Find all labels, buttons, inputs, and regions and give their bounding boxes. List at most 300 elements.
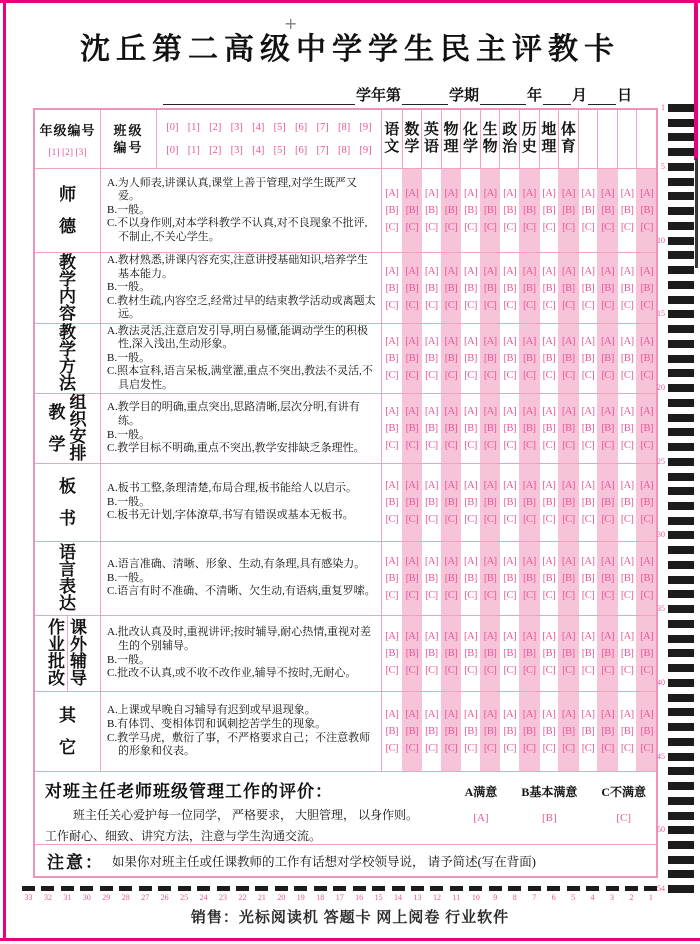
answer-bubble[interactable]: [B] bbox=[620, 497, 634, 508]
answer-bubble[interactable]: [A] bbox=[561, 265, 575, 277]
answer-bubble[interactable]: [A] bbox=[581, 406, 595, 417]
answer-bubble[interactable]: [C] bbox=[601, 665, 614, 676]
answer-bubble[interactable]: [A] bbox=[385, 631, 399, 642]
answer-bubble[interactable]: [B] bbox=[464, 726, 477, 737]
answer-bubble[interactable]: [C] bbox=[523, 222, 536, 233]
answer-bubble[interactable]: [B] bbox=[640, 573, 653, 584]
answer-bubble[interactable]: [C] bbox=[444, 370, 458, 381]
answer-bubble[interactable]: [B] bbox=[425, 648, 438, 659]
answer-bubble[interactable]: [B] bbox=[483, 726, 497, 737]
answer-bubble[interactable]: [C] bbox=[405, 440, 419, 451]
digit-bubble[interactable]: [7] bbox=[316, 122, 329, 133]
answer-bubble[interactable]: [B] bbox=[581, 205, 595, 216]
answer-bubble[interactable]: [A] bbox=[473, 812, 489, 824]
answer-bubble[interactable]: [C] bbox=[385, 370, 399, 381]
answer-bubble[interactable]: [C] bbox=[444, 665, 458, 676]
answer-bubble[interactable]: [B] bbox=[523, 205, 536, 216]
answer-bubble[interactable]: [B] bbox=[640, 205, 653, 216]
answer-bubble[interactable]: [A] bbox=[620, 336, 634, 347]
answer-bubble[interactable]: [A] bbox=[522, 480, 536, 491]
answer-bubble[interactable]: [A] bbox=[405, 265, 419, 277]
answer-bubble[interactable]: [B] bbox=[503, 282, 516, 294]
answer-bubble[interactable]: [C] bbox=[581, 222, 595, 233]
digit-bubble[interactable]: [3] bbox=[230, 122, 243, 133]
answer-bubble[interactable]: [B] bbox=[581, 497, 595, 508]
answer-bubble[interactable]: [A] bbox=[640, 188, 654, 199]
answer-bubble[interactable]: [C] bbox=[425, 299, 438, 311]
answer-bubble[interactable]: [A] bbox=[561, 556, 575, 567]
answer-bubble[interactable]: [B] bbox=[464, 423, 477, 434]
answer-bubble[interactable]: [A] bbox=[581, 631, 595, 642]
answer-bubble[interactable]: [A] bbox=[405, 480, 419, 491]
answer-bubble[interactable]: [B] bbox=[483, 497, 497, 508]
answer-bubble[interactable]: [C] bbox=[640, 370, 653, 381]
answer-bubble[interactable]: [B] bbox=[385, 573, 399, 584]
answer-bubble[interactable]: [C] bbox=[464, 743, 477, 754]
answer-bubble[interactable]: [A] bbox=[464, 188, 478, 199]
answer-bubble[interactable]: [A] bbox=[601, 336, 615, 347]
answer-bubble[interactable]: [A] bbox=[601, 188, 615, 199]
answer-bubble[interactable]: [A] bbox=[444, 336, 458, 347]
answer-bubble[interactable]: [A] bbox=[542, 188, 556, 199]
answer-bubble[interactable]: [A] bbox=[581, 709, 595, 720]
answer-bubble[interactable]: [B] bbox=[601, 497, 614, 508]
answer-bubble[interactable]: [C] bbox=[503, 299, 516, 311]
answer-bubble[interactable]: [C] bbox=[562, 743, 575, 754]
answer-bubble[interactable]: [A] bbox=[542, 631, 556, 642]
answer-bubble[interactable]: [B] bbox=[503, 205, 516, 216]
answer-bubble[interactable]: [B] bbox=[601, 205, 614, 216]
answer-bubble[interactable]: [A] bbox=[405, 188, 419, 199]
answer-bubble[interactable]: [C] bbox=[503, 440, 516, 451]
answer-bubble[interactable]: [C] bbox=[601, 514, 614, 525]
answer-bubble[interactable]: [A] bbox=[542, 556, 556, 567]
answer-bubble[interactable]: [A] bbox=[601, 556, 615, 567]
answer-bubble[interactable]: [C] bbox=[464, 222, 477, 233]
answer-bubble[interactable]: [B] bbox=[464, 648, 477, 659]
answer-bubble[interactable]: [A] bbox=[385, 336, 399, 347]
answer-bubble[interactable]: [C] bbox=[444, 590, 458, 601]
answer-bubble[interactable]: [A] bbox=[483, 188, 497, 199]
answer-bubble[interactable]: [A] bbox=[483, 480, 497, 491]
answer-bubble[interactable]: [A] bbox=[581, 556, 595, 567]
answer-bubble[interactable]: [B] bbox=[405, 648, 419, 659]
answer-bubble[interactable]: [B] bbox=[444, 573, 458, 584]
answer-bubble[interactable]: [B] bbox=[444, 423, 458, 434]
answer-bubble[interactable]: [B] bbox=[542, 423, 556, 434]
answer-bubble[interactable]: [C] bbox=[601, 222, 614, 233]
answer-bubble[interactable]: [C] bbox=[542, 514, 556, 525]
answer-bubble[interactable]: [C] bbox=[581, 590, 595, 601]
answer-bubble[interactable]: [C] bbox=[523, 514, 536, 525]
answer-bubble[interactable]: [B] bbox=[405, 353, 419, 364]
answer-bubble[interactable]: [A] bbox=[640, 709, 654, 720]
answer-bubble[interactable]: [B] bbox=[523, 353, 536, 364]
answer-bubble[interactable]: [B] bbox=[562, 205, 575, 216]
answer-bubble[interactable]: [B] bbox=[483, 648, 497, 659]
answer-bubble[interactable]: [B] bbox=[620, 353, 634, 364]
answer-bubble[interactable]: [B] bbox=[425, 282, 438, 294]
answer-bubble[interactable]: [B] bbox=[640, 282, 653, 294]
answer-bubble[interactable]: [B] bbox=[542, 648, 556, 659]
answer-bubble[interactable]: [A] bbox=[444, 406, 458, 417]
answer-bubble[interactable]: [B] bbox=[620, 573, 634, 584]
answer-bubble[interactable]: [B] bbox=[523, 648, 536, 659]
answer-bubble[interactable]: [B] bbox=[542, 205, 556, 216]
answer-bubble[interactable]: [C] bbox=[616, 812, 631, 824]
answer-bubble[interactable]: [C] bbox=[562, 222, 575, 233]
answer-bubble[interactable]: [C] bbox=[620, 370, 634, 381]
answer-bubble[interactable]: [C] bbox=[640, 222, 653, 233]
answer-bubble[interactable]: [C] bbox=[640, 514, 653, 525]
digit-bubble[interactable]: [6] bbox=[295, 145, 308, 156]
digit-bubble[interactable]: [3] bbox=[230, 145, 243, 156]
answer-bubble[interactable]: [B] bbox=[581, 282, 595, 294]
answer-bubble[interactable]: [C] bbox=[405, 514, 419, 525]
answer-bubble[interactable]: [A] bbox=[601, 406, 615, 417]
answer-bubble[interactable]: [A] bbox=[464, 406, 478, 417]
answer-bubble[interactable]: [C] bbox=[581, 299, 595, 311]
answer-bubble[interactable]: [C] bbox=[405, 590, 419, 601]
answer-bubble[interactable]: [A] bbox=[640, 556, 654, 567]
answer-bubble[interactable]: [B] bbox=[405, 423, 419, 434]
answer-bubble[interactable]: [A] bbox=[561, 188, 575, 199]
answer-bubble[interactable]: [B] bbox=[640, 497, 653, 508]
answer-bubble[interactable]: [A] bbox=[464, 265, 478, 277]
answer-bubble[interactable]: [B] bbox=[503, 648, 516, 659]
date-blank[interactable] bbox=[543, 87, 571, 105]
answer-bubble[interactable]: [A] bbox=[483, 265, 497, 277]
answer-bubble[interactable]: [B] bbox=[581, 573, 595, 584]
answer-bubble[interactable]: [B] bbox=[385, 353, 399, 364]
digit-bubble[interactable]: [1] bbox=[187, 145, 200, 156]
answer-bubble[interactable]: [A] bbox=[581, 336, 595, 347]
answer-bubble[interactable]: [A] bbox=[483, 556, 497, 567]
answer-bubble[interactable]: [B] bbox=[385, 205, 399, 216]
answer-bubble[interactable]: [A] bbox=[503, 188, 517, 199]
answer-bubble[interactable]: [A] bbox=[542, 265, 556, 277]
answer-bubble[interactable]: [A] bbox=[424, 709, 438, 720]
answer-bubble[interactable]: [B] bbox=[444, 353, 458, 364]
answer-bubble[interactable]: [C] bbox=[640, 590, 653, 601]
answer-bubble[interactable]: [B] bbox=[523, 423, 536, 434]
answer-bubble[interactable]: [B] bbox=[425, 573, 438, 584]
answer-bubble[interactable]: [B] bbox=[503, 423, 516, 434]
answer-bubble[interactable]: [A] bbox=[483, 336, 497, 347]
answer-bubble[interactable]: [C] bbox=[385, 514, 399, 525]
answer-bubble[interactable]: [C] bbox=[444, 299, 458, 311]
answer-bubble[interactable]: [C] bbox=[542, 222, 556, 233]
answer-bubble[interactable]: [A] bbox=[385, 480, 399, 491]
answer-bubble[interactable]: [B] bbox=[601, 573, 614, 584]
answer-bubble[interactable]: [A] bbox=[640, 631, 654, 642]
answer-bubble[interactable]: [B] bbox=[503, 353, 516, 364]
answer-bubble[interactable]: [A] bbox=[503, 480, 517, 491]
answer-bubble[interactable]: [B] bbox=[562, 497, 575, 508]
answer-bubble[interactable]: [A] bbox=[522, 406, 536, 417]
digit-bubble[interactable]: [8] bbox=[337, 145, 351, 156]
answer-bubble[interactable]: [B] bbox=[581, 648, 595, 659]
answer-bubble[interactable]: [A] bbox=[444, 709, 458, 720]
answer-bubble[interactable]: [A] bbox=[444, 631, 458, 642]
answer-bubble[interactable]: [C] bbox=[503, 222, 516, 233]
answer-bubble[interactable]: [A] bbox=[620, 406, 634, 417]
answer-bubble[interactable]: [A] bbox=[444, 480, 458, 491]
answer-bubble[interactable]: [A] bbox=[405, 556, 419, 567]
answer-bubble[interactable]: [C] bbox=[601, 440, 614, 451]
answer-bubble[interactable]: [C] bbox=[483, 299, 497, 311]
answer-bubble[interactable]: [A] bbox=[620, 709, 634, 720]
answer-bubble[interactable]: [B] bbox=[620, 726, 634, 737]
answer-bubble[interactable]: [A] bbox=[601, 631, 615, 642]
answer-bubble[interactable]: [C] bbox=[503, 514, 516, 525]
answer-bubble[interactable]: [B] bbox=[385, 648, 399, 659]
answer-bubble[interactable]: [B] bbox=[601, 648, 614, 659]
answer-bubble[interactable]: [B] bbox=[503, 726, 516, 737]
answer-bubble[interactable]: [B] bbox=[562, 282, 575, 294]
answer-bubble[interactable]: [C] bbox=[405, 743, 419, 754]
answer-bubble[interactable]: [B] bbox=[640, 353, 653, 364]
answer-bubble[interactable]: [B] bbox=[444, 726, 458, 737]
answer-bubble[interactable]: [A] bbox=[444, 556, 458, 567]
answer-bubble[interactable]: [A] bbox=[424, 265, 438, 277]
answer-bubble[interactable]: [B] bbox=[562, 726, 575, 737]
answer-bubble[interactable]: [C] bbox=[483, 665, 497, 676]
answer-bubble[interactable]: [B] bbox=[620, 282, 634, 294]
answer-bubble[interactable]: [B] bbox=[385, 726, 399, 737]
answer-bubble[interactable]: [B] bbox=[542, 497, 556, 508]
answer-bubble[interactable]: [A] bbox=[424, 406, 438, 417]
answer-bubble[interactable]: [B] bbox=[444, 497, 458, 508]
answer-bubble[interactable]: [C] bbox=[405, 222, 419, 233]
answer-bubble[interactable]: [A] bbox=[424, 188, 438, 199]
digit-bubble[interactable]: [2] bbox=[209, 122, 222, 133]
answer-bubble[interactable]: [A] bbox=[503, 556, 517, 567]
answer-bubble[interactable]: [A] bbox=[464, 336, 478, 347]
answer-bubble[interactable]: [B] bbox=[483, 205, 497, 216]
digit-bubble[interactable]: [4] bbox=[252, 145, 265, 156]
answer-bubble[interactable]: [A] bbox=[522, 265, 536, 277]
answer-bubble[interactable]: [B] bbox=[542, 726, 556, 737]
answer-bubble[interactable]: [C] bbox=[562, 590, 575, 601]
answer-bubble[interactable]: [A] bbox=[522, 556, 536, 567]
answer-bubble[interactable]: [B] bbox=[620, 423, 634, 434]
answer-bubble[interactable]: [A] bbox=[522, 188, 536, 199]
answer-bubble[interactable]: [B] bbox=[425, 205, 438, 216]
answer-bubble[interactable]: [A] bbox=[385, 556, 399, 567]
answer-bubble[interactable]: [C] bbox=[581, 370, 595, 381]
answer-bubble[interactable]: [B] bbox=[385, 423, 399, 434]
date-blank[interactable] bbox=[163, 87, 355, 105]
answer-bubble[interactable]: [C] bbox=[503, 590, 516, 601]
answer-bubble[interactable]: [B] bbox=[405, 497, 419, 508]
date-blank[interactable] bbox=[480, 87, 526, 105]
answer-bubble[interactable]: [C] bbox=[483, 222, 497, 233]
answer-bubble[interactable]: [C] bbox=[601, 370, 614, 381]
answer-bubble[interactable]: [A] bbox=[503, 265, 517, 277]
digit-bubble[interactable]: [0] bbox=[166, 145, 179, 156]
answer-bubble[interactable]: [B] bbox=[444, 282, 458, 294]
answer-bubble[interactable]: [B] bbox=[620, 648, 634, 659]
answer-bubble[interactable]: [B] bbox=[444, 205, 458, 216]
answer-bubble[interactable]: [C] bbox=[581, 514, 595, 525]
answer-bubble[interactable]: [A] bbox=[464, 556, 478, 567]
answer-bubble[interactable]: [C] bbox=[425, 743, 438, 754]
answer-bubble[interactable]: [C] bbox=[464, 370, 477, 381]
answer-bubble[interactable]: [A] bbox=[640, 406, 654, 417]
answer-bubble[interactable]: [B] bbox=[542, 353, 556, 364]
answer-bubble[interactable]: [C] bbox=[464, 440, 477, 451]
answer-bubble[interactable]: [A] bbox=[620, 556, 634, 567]
answer-bubble[interactable]: [C] bbox=[523, 665, 536, 676]
answer-bubble[interactable]: [C] bbox=[483, 440, 497, 451]
answer-bubble[interactable]: [C] bbox=[483, 590, 497, 601]
answer-bubble[interactable]: [A] bbox=[561, 480, 575, 491]
answer-bubble[interactable]: [C] bbox=[464, 299, 477, 311]
answer-bubble[interactable]: [A] bbox=[542, 336, 556, 347]
answer-bubble[interactable]: [B] bbox=[523, 726, 536, 737]
answer-bubble[interactable]: [C] bbox=[562, 370, 575, 381]
answer-bubble[interactable]: [A] bbox=[640, 336, 654, 347]
answer-bubble[interactable]: [C] bbox=[405, 370, 419, 381]
answer-bubble[interactable]: [B] bbox=[640, 423, 653, 434]
answer-bubble[interactable]: [B] bbox=[425, 726, 438, 737]
answer-bubble[interactable]: [C] bbox=[562, 299, 575, 311]
answer-bubble[interactable]: [C] bbox=[483, 370, 497, 381]
answer-bubble[interactable]: [A] bbox=[405, 406, 419, 417]
answer-bubble[interactable]: [C] bbox=[385, 440, 399, 451]
answer-bubble[interactable]: [C] bbox=[425, 370, 438, 381]
digit-bubble[interactable]: [6] bbox=[295, 122, 308, 133]
digit-bubble[interactable]: [8] bbox=[337, 122, 351, 133]
answer-bubble[interactable]: [A] bbox=[405, 631, 419, 642]
answer-bubble[interactable]: [B] bbox=[620, 205, 634, 216]
grade-number-bubbles[interactable]: [1] [2] [3] bbox=[48, 148, 87, 159]
answer-bubble[interactable]: [B] bbox=[581, 726, 595, 737]
answer-bubble[interactable]: [C] bbox=[620, 665, 634, 676]
answer-bubble[interactable]: [C] bbox=[620, 743, 634, 754]
answer-bubble[interactable]: [C] bbox=[640, 299, 653, 311]
answer-bubble[interactable]: [B] bbox=[581, 353, 595, 364]
answer-bubble[interactable]: [B] bbox=[405, 573, 419, 584]
answer-bubble[interactable]: [C] bbox=[523, 299, 536, 311]
answer-bubble[interactable]: [A] bbox=[483, 631, 497, 642]
answer-bubble[interactable]: [B] bbox=[444, 648, 458, 659]
answer-bubble[interactable]: [C] bbox=[640, 440, 653, 451]
answer-bubble[interactable]: [A] bbox=[640, 480, 654, 491]
answer-bubble[interactable]: [C] bbox=[425, 665, 438, 676]
answer-bubble[interactable]: [C] bbox=[542, 665, 556, 676]
answer-bubble[interactable]: [B] bbox=[385, 497, 399, 508]
answer-bubble[interactable]: [B] bbox=[542, 282, 556, 294]
answer-bubble[interactable]: [A] bbox=[522, 709, 536, 720]
answer-bubble[interactable]: [C] bbox=[542, 299, 556, 311]
answer-bubble[interactable]: [C] bbox=[425, 222, 438, 233]
answer-bubble[interactable]: [A] bbox=[522, 631, 536, 642]
answer-bubble[interactable]: [A] bbox=[424, 631, 438, 642]
answer-bubble[interactable]: [A] bbox=[483, 709, 497, 720]
answer-bubble[interactable]: [C] bbox=[444, 514, 458, 525]
answer-bubble[interactable]: [B] bbox=[581, 423, 595, 434]
answer-bubble[interactable]: [A] bbox=[385, 406, 399, 417]
digit-bubble[interactable]: [9] bbox=[359, 122, 372, 133]
answer-bubble[interactable]: [A] bbox=[503, 406, 517, 417]
answer-bubble[interactable]: [C] bbox=[444, 743, 458, 754]
answer-bubble[interactable]: [C] bbox=[385, 222, 399, 233]
answer-bubble[interactable]: [A] bbox=[424, 336, 438, 347]
answer-bubble[interactable]: [A] bbox=[385, 709, 399, 720]
answer-bubble[interactable]: [A] bbox=[581, 265, 595, 277]
answer-bubble[interactable]: [B] bbox=[483, 573, 497, 584]
answer-bubble[interactable]: [B] bbox=[464, 573, 477, 584]
answer-bubble[interactable]: [A] bbox=[424, 480, 438, 491]
answer-bubble[interactable]: [A] bbox=[542, 709, 556, 720]
answer-bubble[interactable]: [C] bbox=[483, 743, 497, 754]
digit-bubble[interactable]: [5] bbox=[273, 122, 286, 133]
answer-bubble[interactable]: [A] bbox=[464, 480, 478, 491]
answer-bubble[interactable]: [B] bbox=[601, 353, 614, 364]
answer-bubble[interactable]: [C] bbox=[385, 590, 399, 601]
answer-bubble[interactable]: [C] bbox=[444, 222, 458, 233]
answer-bubble[interactable]: [C] bbox=[483, 514, 497, 525]
answer-bubble[interactable]: [B] bbox=[425, 497, 438, 508]
digit-bubble[interactable]: [0] bbox=[166, 122, 179, 133]
answer-bubble[interactable]: [A] bbox=[385, 188, 399, 199]
answer-bubble[interactable]: [C] bbox=[542, 743, 556, 754]
answer-bubble[interactable]: [A] bbox=[561, 336, 575, 347]
answer-bubble[interactable]: [B] bbox=[464, 497, 477, 508]
answer-bubble[interactable]: [A] bbox=[483, 406, 497, 417]
answer-bubble[interactable]: [C] bbox=[523, 590, 536, 601]
answer-bubble[interactable]: [C] bbox=[620, 222, 634, 233]
answer-bubble[interactable]: [A] bbox=[640, 265, 654, 277]
answer-bubble[interactable]: [C] bbox=[581, 665, 595, 676]
answer-bubble[interactable]: [A] bbox=[620, 631, 634, 642]
answer-bubble[interactable]: [A] bbox=[601, 709, 615, 720]
answer-bubble[interactable]: [B] bbox=[385, 282, 399, 294]
answer-bubble[interactable]: [B] bbox=[601, 282, 614, 294]
answer-bubble[interactable]: [C] bbox=[523, 743, 536, 754]
answer-bubble[interactable]: [C] bbox=[385, 665, 399, 676]
answer-bubble[interactable]: [A] bbox=[561, 406, 575, 417]
answer-bubble[interactable]: [B] bbox=[523, 497, 536, 508]
answer-bubble[interactable]: [C] bbox=[385, 299, 399, 311]
answer-bubble[interactable]: [C] bbox=[620, 299, 634, 311]
answer-bubble[interactable]: [B] bbox=[640, 726, 653, 737]
answer-bubble[interactable]: [A] bbox=[444, 188, 458, 199]
answer-bubble[interactable]: [B] bbox=[405, 205, 419, 216]
answer-bubble[interactable]: [C] bbox=[562, 665, 575, 676]
digit-bubble[interactable]: [1] bbox=[187, 122, 200, 133]
answer-bubble[interactable]: [B] bbox=[601, 423, 614, 434]
answer-bubble[interactable]: [A] bbox=[620, 265, 634, 277]
answer-bubble[interactable]: [C] bbox=[640, 665, 653, 676]
answer-bubble[interactable]: [A] bbox=[542, 406, 556, 417]
answer-bubble[interactable]: [B] bbox=[483, 423, 497, 434]
answer-bubble[interactable]: [B] bbox=[503, 497, 516, 508]
answer-bubble[interactable]: [C] bbox=[542, 590, 556, 601]
answer-bubble[interactable]: [C] bbox=[620, 514, 634, 525]
answer-bubble[interactable]: [A] bbox=[385, 265, 399, 277]
answer-bubble[interactable]: [C] bbox=[601, 299, 614, 311]
answer-bubble[interactable]: [C] bbox=[581, 440, 595, 451]
date-blank[interactable] bbox=[402, 87, 448, 105]
answer-bubble[interactable]: [B] bbox=[541, 812, 557, 824]
answer-bubble[interactable]: [A] bbox=[503, 709, 517, 720]
answer-bubble[interactable]: [C] bbox=[620, 590, 634, 601]
answer-bubble[interactable]: [C] bbox=[581, 743, 595, 754]
answer-bubble[interactable]: [C] bbox=[503, 743, 516, 754]
